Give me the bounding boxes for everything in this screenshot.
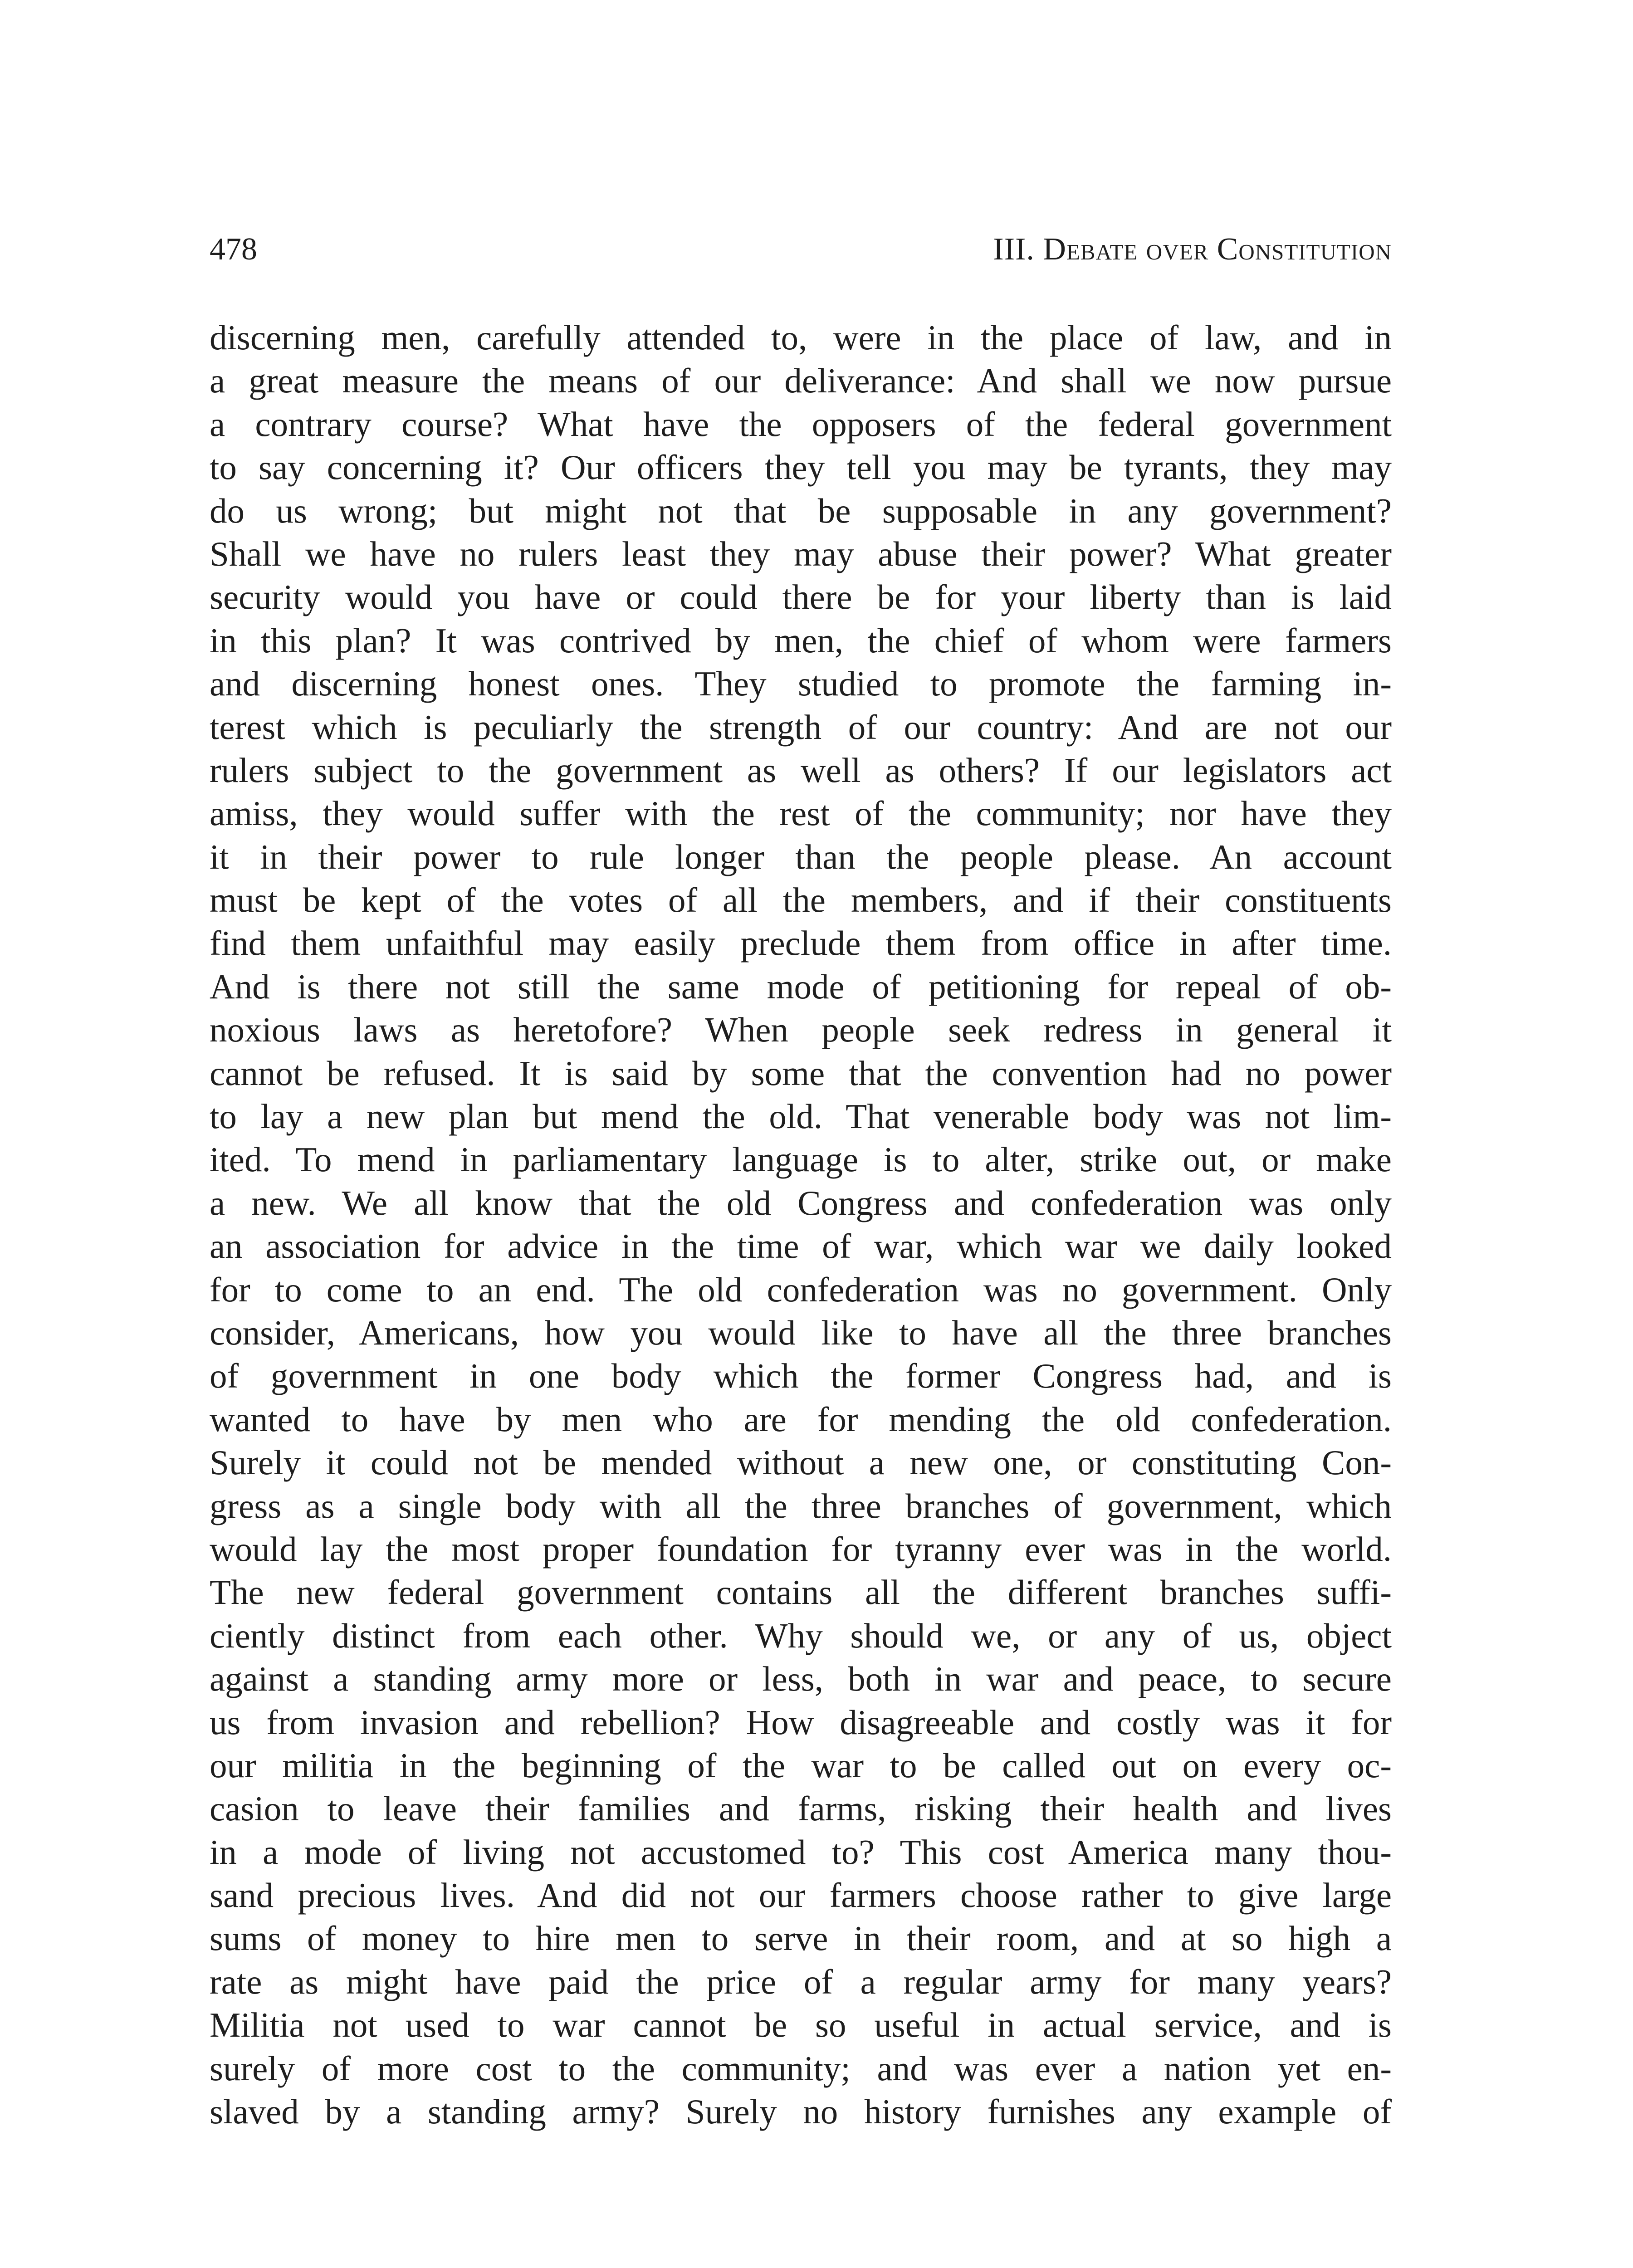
text-line: sums of money to hire men to serve in their room, and at so high a [210, 1919, 1392, 1958]
text-line: against a standing army more or less, both in war and peace, to secure [210, 1659, 1392, 1699]
text-line: wanted to have by men who are for mending the old confederation. [210, 1399, 1392, 1439]
text-line: The new federal government contains all the different branches suffi- [210, 1573, 1392, 1612]
text-line: of government in one body which the former Congress had, and is [210, 1356, 1392, 1396]
text-line: in this plan? It was contrived by men, the chief of whom were farmers [210, 621, 1392, 660]
text-line: And is there not still the same mode of petitioning for repeal of ob- [210, 967, 1392, 1006]
text-line: surely of more cost to the community; and was ever a nation yet en- [210, 2048, 1392, 2088]
text-line: Surely it could not be mended without a new one, or constituting Con- [210, 1443, 1392, 1482]
text-line: in a mode of living not accustomed to? This cost America many thou- [210, 1832, 1392, 1872]
text-line: Shall we have no rulers least they may abuse their power? What greater [210, 534, 1392, 573]
text-line: ited. To mend in parliamentary language is to alter, strike out, or make [210, 1140, 1392, 1179]
text-line: slaved by a standing army? Surely no history furnishes any example of [210, 2092, 1392, 2131]
text-line: must be kept of the votes of all the members, and if their constituents [210, 880, 1392, 920]
text-line: discerning men, carefully attended to, were in the place of law, and in [210, 318, 1392, 357]
text-line: rulers subject to the government as well as others? If our legislators act [210, 750, 1392, 790]
text-line: security would you have or could there be for your liberty than is laid [210, 577, 1392, 617]
text-line: a new. We all know that the old Congress and confederation was only [210, 1183, 1392, 1222]
text-line: to say concerning it? Our officers they tell you may be tyrants, they may [210, 448, 1392, 487]
text-line: an association for advice in the time of war, which war we daily looked [210, 1227, 1392, 1266]
text-line: would lay the most proper foundation for tyranny ever was in the world. [210, 1529, 1392, 1569]
running-head [210, 227, 1392, 272]
text-line: amiss, they would suffer with the rest of the community; nor have they [210, 794, 1392, 833]
text-line: rate as might have paid the price of a regular army for many years? [210, 1962, 1392, 2001]
text-line: a contrary course? What have the opposers of the federal government [210, 404, 1392, 444]
text-line: sand precious lives. And did not our farmers choose rather to give large [210, 1876, 1392, 1915]
text-line: noxious laws as heretofore? When people seek redress in general it [210, 1010, 1392, 1050]
text-line: our militia in the beginning of the war to be called out on every oc- [210, 1745, 1392, 1785]
text-line: and discerning honest ones. They studied to promote the farming in- [210, 664, 1392, 704]
text-line: Militia not used to war cannot be so useful in actual service, and is [210, 2005, 1392, 2045]
chapter-title: III. Debate over Constitution [993, 232, 1392, 267]
text-line: it in their power to rule longer than the people please. An account [210, 837, 1392, 876]
text-line: for to come to an end. The old confederation was no government. Only [210, 1270, 1392, 1309]
text-line: a great measure the means of our deliverance: And shall we now pursue [210, 361, 1392, 401]
page-number: 478 [210, 232, 257, 267]
text-line: gress as a single body with all the three branches of government, which [210, 1486, 1392, 1525]
text-line: cannot be refused. It is said by some that the convention had no power [210, 1053, 1392, 1093]
body-text [210, 316, 1392, 2133]
text-line: find them unfaithful may easily preclude them from office in after time. [210, 924, 1392, 963]
text-line: casion to leave their families and farms, risking their health and lives [210, 1789, 1392, 1828]
text-line: us from invasion and rebellion? How disagreeable and costly was it for [210, 1702, 1392, 1742]
text-line: do us wrong; but might not that be supposable in any government? [210, 491, 1392, 530]
text-line: consider, Americans, how you would like to have all the three branches [210, 1313, 1392, 1352]
text-line: terest which is peculiarly the strength of our country: And are not our [210, 707, 1392, 747]
text-line: ciently distinct from each other. Why should we, or any of us, object [210, 1616, 1392, 1655]
text-line: to lay a new plan but mend the old. That venerable body was not lim- [210, 1097, 1392, 1136]
